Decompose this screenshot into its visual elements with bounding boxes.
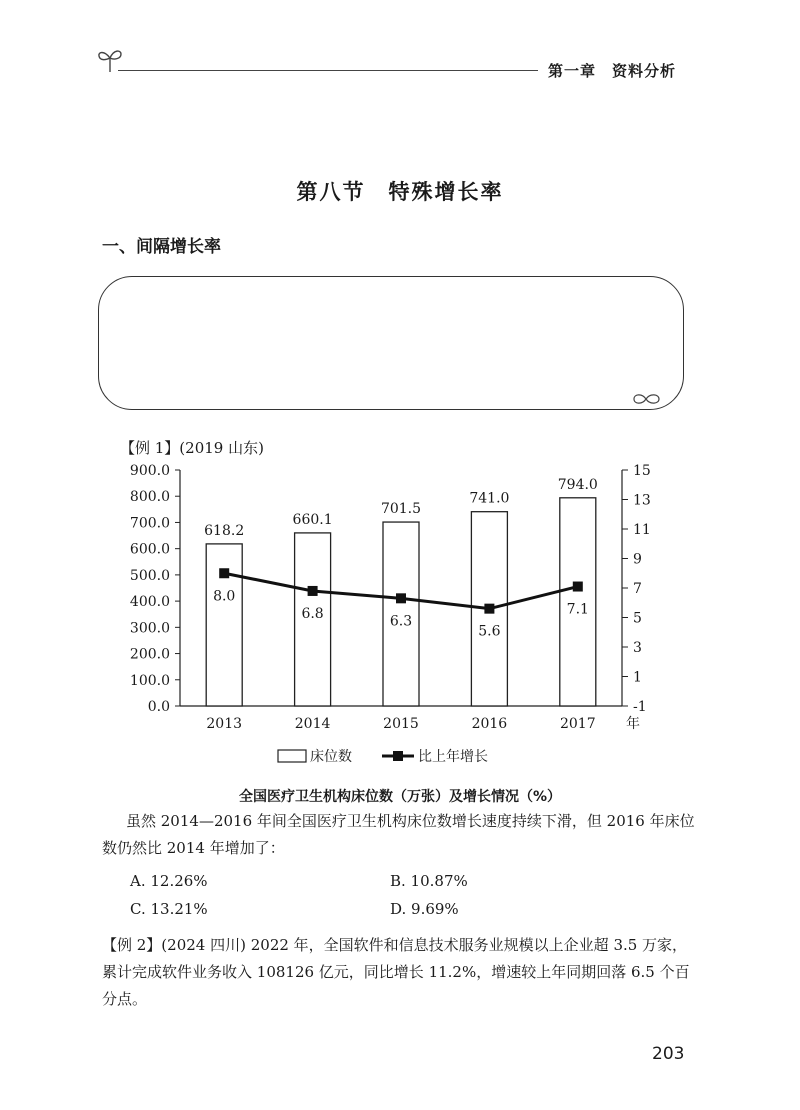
bar-value-label: 660.1 [292,511,333,528]
growth-value-label: 8.0 [213,588,236,605]
option-b[interactable]: B. 10.87% [390,872,468,890]
right-tick-label: 11 [633,522,651,538]
x-tick-label: 2016 [471,716,508,732]
growth-marker [484,604,494,614]
option-c[interactable]: C. 13.21% [130,900,208,918]
growth-marker [396,593,406,603]
right-tick-label: 13 [633,492,651,509]
growth-marker [308,586,318,596]
bar-value-label: 701.5 [380,501,422,518]
left-tick-label: 600.0 [129,541,170,558]
bar-value-label: 618.2 [204,522,245,539]
right-tick-label: 7 [633,581,642,597]
bar [206,544,242,706]
page-number: 203 [652,1044,685,1064]
growth-marker [219,568,229,578]
left-tick-label: 100.0 [129,672,170,689]
legend-line-label: 比上年增长 [418,749,488,765]
left-tick-label: 700.0 [129,515,170,532]
growth-value-label: 6.3 [389,613,413,630]
left-tick-label: 400.0 [129,594,170,611]
question-1-text: 虽然 2014—2016 年间全国医疗卫生机构床位数增长速度持续下滑，但 2016 年床位数仍然比 2014 年增加了： [102,812,695,857]
example-2-text: 【例 2】(2024 四川) 2022 年，全国软件和信息技术服务业规模以上企业超 3.5 万家，累计完成软件业务收入 108126 亿元，同比增长 11.2%，增速较上年同期回落 6.5 个百分点。 [102,936,690,1008]
right-tick-label: 1 [633,669,642,686]
growth-value-label: 6.8 [301,605,324,622]
legend-line-marker [393,751,403,761]
bar-value-label: 794.0 [557,476,598,493]
x-tick-label: 2013 [206,716,243,732]
bed-count-chart [100,458,660,786]
example-1-label: 【例 1】(2019 山东) [120,439,264,457]
right-tick-label: 15 [633,463,651,479]
x-tick-label: 2014 [294,716,331,732]
subsection-title: 一、间隔增长率 [102,237,221,257]
option-a[interactable]: A. 12.26% [130,872,208,890]
right-tick-label: -1 [633,699,647,715]
left-tick-label: 900.0 [129,463,170,479]
growth-value-label: 5.6 [478,623,501,640]
growth-value-label: 7.1 [566,601,589,618]
chart-caption: 全国医疗卫生机构床位数（万张）及增长情况（%） [238,789,562,805]
left-tick-label: 200.0 [129,646,170,663]
left-tick-label: 800.0 [129,489,170,506]
option-d[interactable]: D. 9.69% [390,900,459,918]
left-tick-label: 0.0 [147,699,170,715]
x-tick-label: 2017 [559,716,596,732]
chapter-header: 第一章 资料分析 [548,62,677,80]
legend-bar-swatch [278,750,306,762]
right-tick-label: 5 [633,610,642,627]
growth-marker [573,582,583,592]
x-tick-label: 2015 [383,716,419,732]
bar-value-label: 741.0 [469,490,510,507]
legend-bar-label: 床位数 [310,749,352,765]
right-tick-label: 3 [633,640,642,656]
header-rule [118,70,538,71]
leaf-icon [632,392,662,406]
left-tick-label: 500.0 [129,567,170,584]
x-axis-unit: 年 [626,716,640,732]
left-tick-label: 300.0 [129,620,170,637]
note-box [98,276,684,410]
section-title: 第八节 特殊增长率 [296,180,504,204]
right-tick-label: 9 [633,551,642,568]
